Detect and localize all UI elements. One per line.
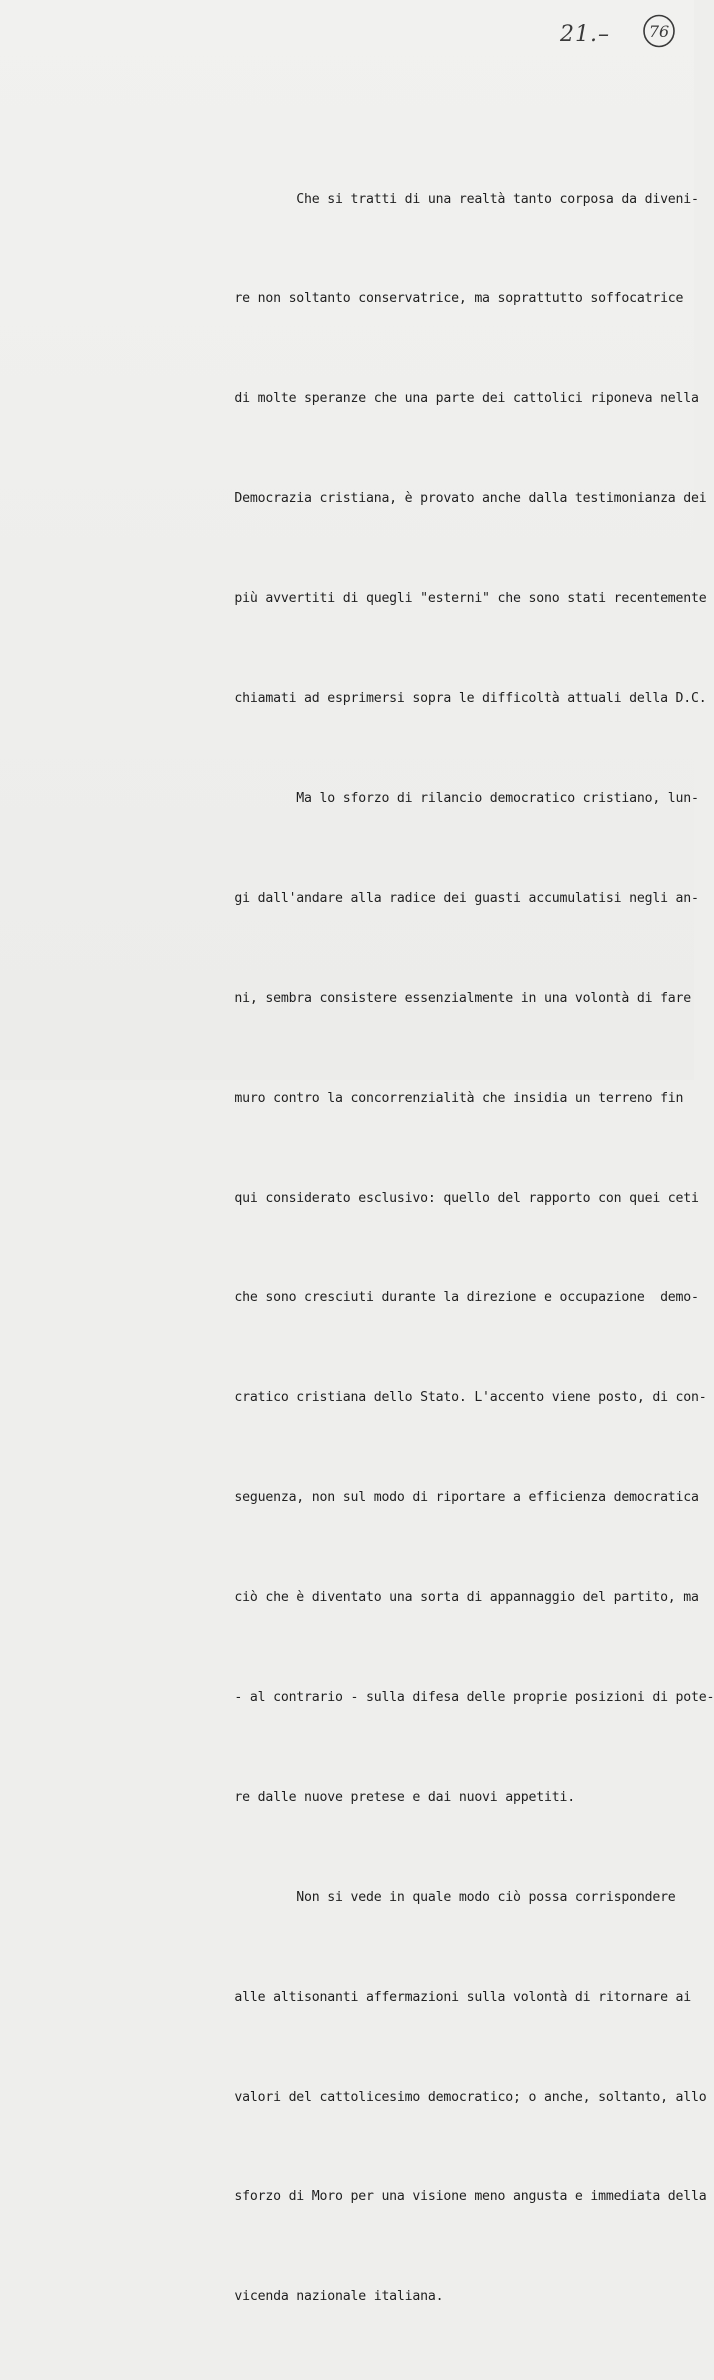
text-line: più avvertiti di quegli "esterni" che sono stati recentemente (234, 591, 707, 607)
text-line: vicenda nazionale italiana. (234, 2289, 444, 2305)
text-line: qui considerato esclusivo: quello del rapporto con quei ceti (234, 1190, 699, 1206)
text-line: ni, sembra consistere essenzialmente in una volontà di fare (234, 990, 692, 1006)
text-line: re dalle nuove pretese e dai nuovi appetiti. (234, 1789, 575, 1805)
text-line: ciò che è diventato una sorta di appannaggio del partito, ma (234, 1590, 699, 1606)
text-line: re non soltanto conservatrice, ma soprattutto soffocatrice (234, 291, 684, 307)
text-line: Che si tratti di una realtà tanto corposa da diveni- (234, 191, 699, 207)
text-line: alle altisonanti affermazioni sulla volontà di ritornare ai (234, 1989, 692, 2005)
text-line: gi dall'andare alla radice dei guasti accumulatisi negli an- (234, 890, 699, 906)
text-line: seguenza, non sul modo di riportare a efficienza democratica (234, 1490, 699, 1506)
folio-circle-icon (642, 14, 676, 48)
text-line: sforzo di Moro per una visione meno angusta e immediata della (234, 2189, 707, 2205)
text-line: che sono cresciuti durante la direzione e occupazione demo- (234, 1290, 699, 1306)
typewritten-body (234, 116, 714, 2380)
text-line: Ma lo sforzo di rilancio democratico cristiano, lun- (234, 790, 699, 806)
handwritten-page-number: 21.– (560, 22, 610, 47)
text-line: Non si vede in quale modo ciò possa corrispondere (234, 1889, 676, 1905)
text-line: muro contro la concorrenzialità che insidia un terreno fin (234, 1090, 684, 1106)
text-line: cratico cristiana dello Stato. L'accento viene posto, di con- (234, 1390, 707, 1406)
text-line: Democrazia cristiana, è provato anche dalla testimonianza dei (234, 491, 707, 507)
text-line: valori del cattolicesimo democratico; o anche, soltanto, allo (234, 2089, 707, 2105)
text-line: - al contrario - sulla difesa delle proprie posizioni di pote- (234, 1689, 714, 1705)
folio-number-text: 76 (648, 22, 670, 41)
circled-folio-number (642, 14, 676, 48)
text-line: di molte speranze che una parte dei cattolici riponeva nella (234, 391, 699, 407)
text-line: chiamati ad esprimersi sopra le difficoltà attuali della D.C. (234, 691, 707, 707)
